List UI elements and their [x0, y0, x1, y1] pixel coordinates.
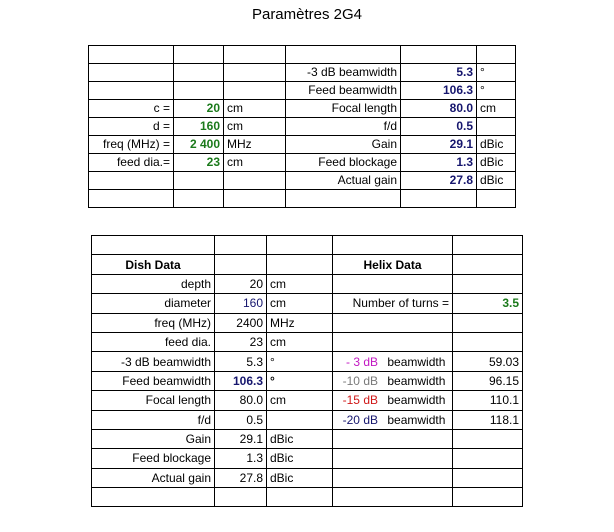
table-row: [92, 274, 523, 293]
result-value[interactable]: 80.0: [401, 100, 477, 118]
input-value[interactable]: 20: [174, 100, 224, 118]
dish-label: feed dia.: [92, 332, 215, 351]
input-unit: cm: [224, 100, 286, 118]
input-unit: cm: [224, 118, 286, 136]
result-value[interactable]: 27.8: [401, 172, 477, 190]
helix-beam-value[interactable]: 110.1: [453, 391, 523, 410]
table-row: [89, 82, 516, 100]
result-value[interactable]: 29.1: [401, 136, 477, 154]
dish-label: diameter: [92, 294, 215, 313]
table-row: [92, 294, 523, 313]
table-row: [89, 64, 516, 82]
dish-label: Gain: [92, 429, 215, 448]
dish-label: depth: [92, 274, 215, 293]
dish-value[interactable]: 0.5: [215, 410, 267, 429]
result-label: Feed beamwidth: [286, 82, 401, 100]
dish-unit: cm: [267, 391, 333, 410]
result-unit: cm: [477, 100, 516, 118]
table-row: [92, 449, 523, 468]
dish-unit: cm: [267, 274, 333, 293]
dish-unit: °: [267, 371, 333, 390]
page-title: Paramètres 2G4: [251, 6, 363, 23]
dish-unit: °: [267, 352, 333, 371]
table-row: [92, 429, 523, 448]
helix-beam-label: beamwidth: [387, 393, 446, 408]
dish-value[interactable]: 5.3: [215, 352, 267, 371]
helix-turns-value[interactable]: 3.5: [453, 294, 523, 313]
table-row: [92, 468, 523, 487]
input-value[interactable]: 160: [174, 118, 224, 136]
helix-db-label: -15 dB: [342, 393, 378, 408]
helix-beam-value[interactable]: 96.15: [453, 371, 523, 390]
result-label: Feed blockage: [286, 154, 401, 172]
dish-label: f/d: [92, 410, 215, 429]
helix-beam-cell: [333, 371, 453, 390]
helix-beam-cell: [333, 391, 453, 410]
result-unit: dBic: [477, 136, 516, 154]
helix-data-header: Helix Data: [333, 255, 453, 274]
input-value[interactable]: 2 400: [174, 136, 224, 154]
helix-beam-value[interactable]: 59.03: [453, 352, 523, 371]
table-row: [89, 154, 516, 172]
helix-beam-cell: [333, 352, 453, 371]
input-label: freq (MHz) =: [89, 136, 174, 154]
table-row: [92, 371, 523, 390]
dish-value[interactable]: 23: [215, 332, 267, 351]
input-unit: cm: [224, 154, 286, 172]
helix-db-label: -20 dB: [342, 412, 378, 427]
table-row: [89, 118, 516, 136]
helix-beam-cell: [333, 410, 453, 429]
dish-label: Feed beamwidth: [92, 371, 215, 390]
dish-label: freq (MHz): [92, 313, 215, 332]
dish-label: -3 dB beamwidth: [92, 352, 215, 371]
result-unit: dBic: [477, 172, 516, 190]
dish-value[interactable]: 29.1: [215, 429, 267, 448]
result-label: -3 dB beamwidth: [286, 64, 401, 82]
dish-value[interactable]: 2400: [215, 313, 267, 332]
input-label: c =: [89, 100, 174, 118]
dish-value[interactable]: 20: [215, 274, 267, 293]
input-label: feed dia.=: [89, 154, 174, 172]
result-label: f/d: [286, 118, 401, 136]
result-value[interactable]: 106.3: [401, 82, 477, 100]
helix-db-label: -10 dB: [342, 373, 378, 388]
dish-unit: dBic: [267, 468, 333, 487]
dish-value[interactable]: 27.8: [215, 468, 267, 487]
table-row: [89, 100, 516, 118]
table-row: [89, 172, 516, 190]
result-label: Actual gain: [286, 172, 401, 190]
input-label: d =: [89, 118, 174, 136]
input-value[interactable]: 23: [174, 154, 224, 172]
table-row: [89, 136, 516, 154]
table-row: [92, 313, 523, 332]
result-unit: °: [477, 64, 516, 82]
result-value[interactable]: 0.5: [401, 118, 477, 136]
helix-beam-value[interactable]: 118.1: [453, 410, 523, 429]
result-value[interactable]: 5.3: [401, 64, 477, 82]
dish-unit: dBic: [267, 429, 333, 448]
table-row: [92, 488, 523, 507]
helix-turns-label: Number of turns =: [333, 294, 453, 313]
result-label: Gain: [286, 136, 401, 154]
helix-beam-label: beamwidth: [387, 373, 446, 388]
dish-label: Actual gain: [92, 468, 215, 487]
dish-label: Feed blockage: [92, 449, 215, 468]
dish-data-header: Dish Data: [92, 255, 215, 274]
result-unit: [477, 118, 516, 136]
helix-beam-label: beamwidth: [387, 354, 446, 369]
dish-unit: dBic: [267, 449, 333, 468]
dish-unit: cm: [267, 294, 333, 313]
table-row: [92, 391, 523, 410]
table-row: [92, 352, 523, 371]
dish-unit: cm: [267, 332, 333, 351]
dish-value[interactable]: 106.3: [215, 371, 267, 390]
table-row: [89, 46, 516, 64]
dish-value[interactable]: 160: [215, 294, 267, 313]
dish-helix-table: [91, 235, 523, 507]
helix-beam-label: beamwidth: [387, 412, 446, 427]
result-value[interactable]: 1.3: [401, 154, 477, 172]
result-unit: dBic: [477, 154, 516, 172]
table-row: [92, 255, 523, 274]
dish-label: Focal length: [92, 391, 215, 410]
result-label: Focal length: [286, 100, 401, 118]
dish-unit: [267, 410, 333, 429]
input-unit: MHz: [224, 136, 286, 154]
helix-db-label: - 3 dB: [345, 354, 378, 369]
table-row: [92, 236, 523, 255]
dish-unit: MHz: [267, 313, 333, 332]
table-row: [92, 332, 523, 351]
table-row: [89, 190, 516, 208]
dish-value[interactable]: 1.3: [215, 449, 267, 468]
parameters-table: [88, 45, 516, 208]
dish-value[interactable]: 80.0: [215, 391, 267, 410]
result-unit: °: [477, 82, 516, 100]
table-row: [92, 410, 523, 429]
